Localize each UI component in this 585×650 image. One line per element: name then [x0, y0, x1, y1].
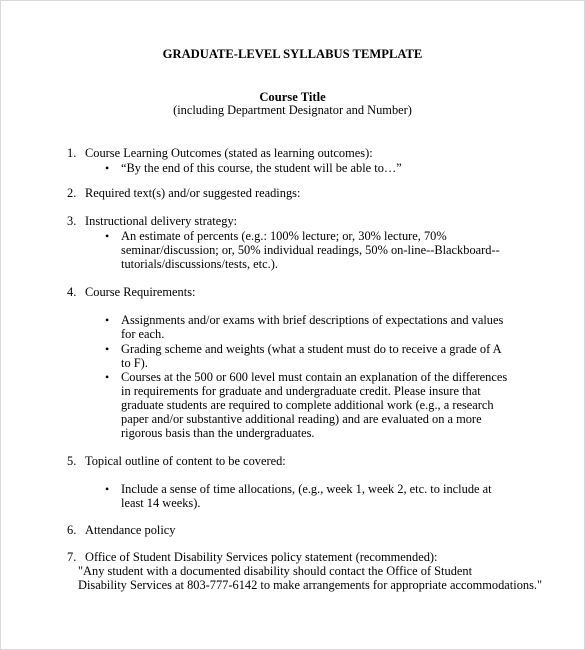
bullet-text: graduate students are required to complete additional work (e.g., a research — [121, 398, 494, 412]
item-heading: Course Requirements: — [85, 285, 196, 299]
bullet-text: An estimate of percents (e.g.: 100% lecture; or, 30% lecture, 70% — [121, 229, 447, 243]
item-number: 6. — [67, 523, 77, 537]
item-number: 7. — [67, 550, 77, 564]
item-number: 1. — [67, 146, 77, 160]
bullet-text: paper and/or substantive additional reading) and are evaluated on a more — [121, 412, 482, 426]
bullet-icon: • — [105, 229, 110, 243]
bullet-icon: • — [105, 482, 110, 496]
template-title: GRADUATE-LEVEL SYLLABUS TEMPLATE — [162, 47, 423, 61]
bullet-text: Grading scheme and weights (what a student must do to receive a grade of A — [121, 342, 502, 356]
item-number: 5. — [67, 454, 77, 468]
bullet-icon: • — [105, 161, 110, 175]
bullet-text: Assignments and/or exams with brief descriptions of expectations and values — [121, 313, 504, 327]
bullet-icon: • — [105, 342, 110, 356]
bullet-text: seminar/discussion; or, 50% individual readings, 50% on-line--Blackboard-- — [121, 243, 500, 257]
bullet-text: in requirements for graduate and undergraduate credit. Please insure that — [121, 384, 481, 398]
course-subtitle: (including Department Designator and Number) — [173, 103, 412, 117]
item-heading: Course Learning Outcomes (stated as learning outcomes): — [85, 146, 373, 160]
item-heading: Attendance policy — [85, 523, 176, 537]
item-heading: Required text(s) and/or suggested readings: — [85, 186, 301, 200]
course-title: Course Title — [259, 90, 326, 104]
bullet-text: to F). — [121, 356, 148, 370]
bullet-text: Include a sense of time allocations, (e.g., week 1, week 2, etc. to include at — [121, 482, 492, 496]
item-heading: Instructional delivery strategy: — [85, 214, 238, 228]
bullet-text: “By the end of this course, the student will be able to…” — [121, 161, 402, 175]
bullet-text: for each. — [121, 327, 165, 341]
item-heading: Office of Student Disability Services policy statement (recommended): — [85, 550, 438, 564]
bullet-text: least 14 weeks). — [121, 496, 201, 510]
policy-statement-line: Disability Services at 803-777-6142 to make arrangements for appropriate accommodations." — [78, 578, 543, 592]
bullet-icon: • — [105, 313, 110, 327]
item-heading: Topical outline of content to be covered: — [85, 454, 286, 468]
bullet-text: Courses at the 500 or 600 level must contain an explanation of the differences — [121, 370, 508, 384]
policy-statement-line: "Any student with a documented disability should contact the Office of Student — [78, 564, 473, 578]
item-number: 2. — [67, 186, 77, 200]
item-number: 4. — [67, 285, 77, 299]
item-number: 3. — [67, 214, 77, 228]
bullet-text: tutorials/discussions/tests, etc.). — [121, 257, 278, 271]
bullet-icon: • — [105, 370, 110, 384]
bullet-text: rigorous basis than the undergraduates. — [121, 426, 315, 440]
